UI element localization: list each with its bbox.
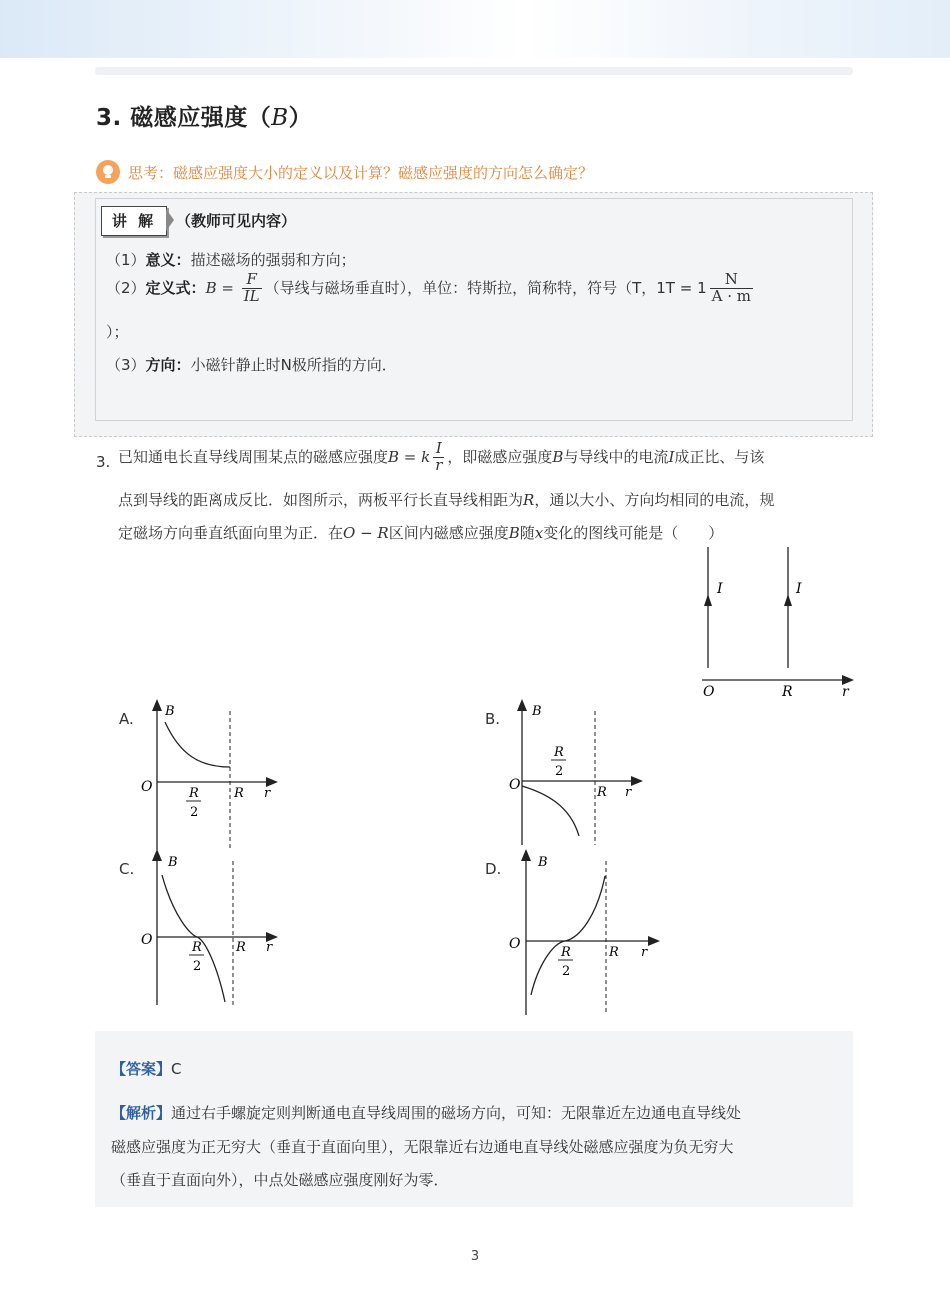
header-decoration <box>0 0 950 58</box>
item2-frac-num: F <box>242 272 262 289</box>
explain-item-2 <box>106 272 756 305</box>
item3-prefix: （3） <box>106 356 146 374</box>
item2-unit-num: N <box>710 272 753 289</box>
lightbulb-icon <box>96 160 120 184</box>
q-var-I: I <box>668 447 675 466</box>
d-b-label: B <box>538 855 548 870</box>
q-formula: B = k <box>388 447 431 466</box>
b-origin: O <box>509 777 521 793</box>
section-symbol: B <box>271 105 289 131</box>
item1-text: 描述磁场的强弱和方向； <box>190 251 356 269</box>
current-arrow-right-icon <box>784 594 792 606</box>
analysis-text-1: 通过右手螺旋定则判断通电直导线周围的磁场方向，可知：无限靠近左边通电直导线处 <box>171 1104 742 1122</box>
q-line2-a: 点到导线的距离成反比．如图所示，两板平行长直导线相距为 <box>118 491 524 509</box>
item2-frac-den: IL <box>243 286 260 305</box>
option-c-graph[interactable] <box>135 845 285 1010</box>
explain-badge: 讲 解 <box>101 206 167 236</box>
q-line1-a: 已知通电长直导线周围某点的磁感应强度 <box>118 447 389 466</box>
teacher-visible-note: （教师可见内容） <box>176 212 297 230</box>
q-frac-num: I <box>433 441 444 458</box>
c-r-label: r <box>266 940 273 955</box>
a-b-label: B <box>165 704 175 719</box>
question-line-3 <box>118 522 723 543</box>
item3-text: 小磁针静止时N极所指的方向． <box>190 356 397 374</box>
d-half-den: 2 <box>562 964 571 979</box>
analysis-line-2: 磁感应强度为正无穷大（垂直于直面向里），无限靠近右边通电直导线处磁感应强度为负无穷大 <box>111 1138 734 1156</box>
q-line1-d: 成正比、与该 <box>674 447 765 466</box>
item2-unit-fraction <box>710 272 753 305</box>
q-line1-c: 与导线中的电流 <box>563 447 669 466</box>
a-curve <box>165 722 230 767</box>
b-b-axis-arrow-icon <box>517 699 527 711</box>
q-fraction <box>433 441 444 474</box>
b-half-den: 2 <box>555 764 564 779</box>
q-line1-b: ，即磁感应强度 <box>447 447 553 466</box>
separation-label: R <box>782 684 793 700</box>
d-half-num: R <box>561 945 571 960</box>
item2-formula-lhs: B = <box>205 278 234 297</box>
b-b-label: B <box>532 704 542 719</box>
current-arrow-left-icon <box>704 594 712 606</box>
d-r-label: r <box>641 945 648 960</box>
teacher-note-panel <box>95 198 853 421</box>
current-label-1: I <box>717 581 723 597</box>
header-divider <box>95 67 853 75</box>
question-number: 3. <box>96 453 111 471</box>
option-a-graph[interactable] <box>135 695 285 855</box>
a-half-den: 2 <box>190 805 199 820</box>
a-r-label: r <box>264 786 271 801</box>
option-b-label[interactable]: B. <box>485 710 501 728</box>
think-prompt <box>96 159 593 185</box>
a-r-tick: R <box>234 786 244 801</box>
analysis-label: 【解析】 <box>111 1104 172 1122</box>
q-line2-b: ，通以大小、方向均相同的电流，规 <box>534 491 775 509</box>
think-text: 思考：磁感应强度大小的定义以及计算？磁感应强度的方向怎么确定？ <box>128 163 594 182</box>
option-b-graph[interactable] <box>500 695 650 855</box>
analysis-line-1 <box>111 1102 741 1123</box>
item2-label: 定义式： <box>145 278 206 297</box>
answer-label: 【答案】 <box>111 1060 172 1078</box>
c-b-axis-arrow-icon <box>152 849 162 861</box>
q-line3-b: 区间内磁感应强度 <box>388 524 509 542</box>
section-title <box>96 99 312 132</box>
c-half-num: R <box>192 940 202 955</box>
answer-value: C <box>171 1060 182 1078</box>
axis-label: r <box>842 684 849 700</box>
option-d-graph[interactable] <box>505 845 665 1020</box>
b-r-axis-arrow-icon <box>631 776 643 786</box>
explain-item-3 <box>106 354 397 375</box>
analysis-line-3: （垂直于直面向外），中点处磁感应强度刚好为零． <box>111 1171 449 1189</box>
item2-fraction <box>242 272 262 305</box>
c-half-den: 2 <box>193 959 202 974</box>
page-number: 3 <box>470 1249 480 1264</box>
item2-prefix: （2） <box>106 278 146 297</box>
b-r-label: r <box>625 785 632 800</box>
c-b-label: B <box>168 855 178 870</box>
q-line3-c: 随 <box>519 524 535 542</box>
origin-label: O <box>703 684 715 700</box>
item3-label: 方向： <box>145 356 191 374</box>
current-label-2: I <box>796 581 802 597</box>
item2-text: （导线与磁场垂直时），单位：特斯拉，简称特，符号（T，1T = 1 <box>264 278 707 297</box>
question-line-1 <box>118 441 764 474</box>
b-curve <box>522 786 579 836</box>
badge-arrow-icon <box>166 209 174 231</box>
q-var-B2: B <box>508 524 520 542</box>
q-range: O − R <box>343 524 389 542</box>
q-var-x: x <box>534 524 544 542</box>
d-r-tick: R <box>609 945 619 960</box>
option-c-label[interactable]: C. <box>119 860 135 878</box>
explain-item-2-tail: ）； <box>106 323 129 341</box>
wires-figure <box>690 540 870 705</box>
a-half-num: R <box>189 786 199 801</box>
section-title-text: 磁感应强度 <box>130 105 248 131</box>
q-frac-den: r <box>435 455 443 474</box>
item1-prefix: （1） <box>106 251 146 269</box>
c-r-tick: R <box>236 940 246 955</box>
section-paren-close: ） <box>288 105 313 131</box>
c-origin: O <box>141 932 153 948</box>
section-paren-open: （ <box>247 105 272 131</box>
answer-line <box>111 1058 182 1079</box>
d-r-axis-arrow-icon <box>648 936 660 946</box>
q-var-R: R <box>523 491 535 509</box>
a-b-axis-arrow-icon <box>152 699 162 711</box>
b-half-num: R <box>554 745 564 760</box>
q-line3-d: 变化的图线可能是（ ） <box>543 524 724 542</box>
q-line3-a: 定磁场方向垂直纸面向里为正．在 <box>118 524 344 542</box>
q-var-B: B <box>552 447 564 466</box>
option-a-label[interactable]: A. <box>119 710 134 728</box>
section-number: 3. <box>96 105 122 131</box>
c-curve <box>162 875 225 1002</box>
d-origin: O <box>509 936 521 952</box>
option-d-label[interactable]: D. <box>485 860 502 878</box>
item2-unit-den: A · m <box>711 286 751 305</box>
question-line-2 <box>118 489 774 510</box>
item1-label: 意义： <box>145 251 191 269</box>
d-b-axis-arrow-icon <box>521 849 531 861</box>
explain-item-1 <box>106 249 356 270</box>
a-origin: O <box>141 779 153 795</box>
b-r-tick: R <box>597 785 607 800</box>
